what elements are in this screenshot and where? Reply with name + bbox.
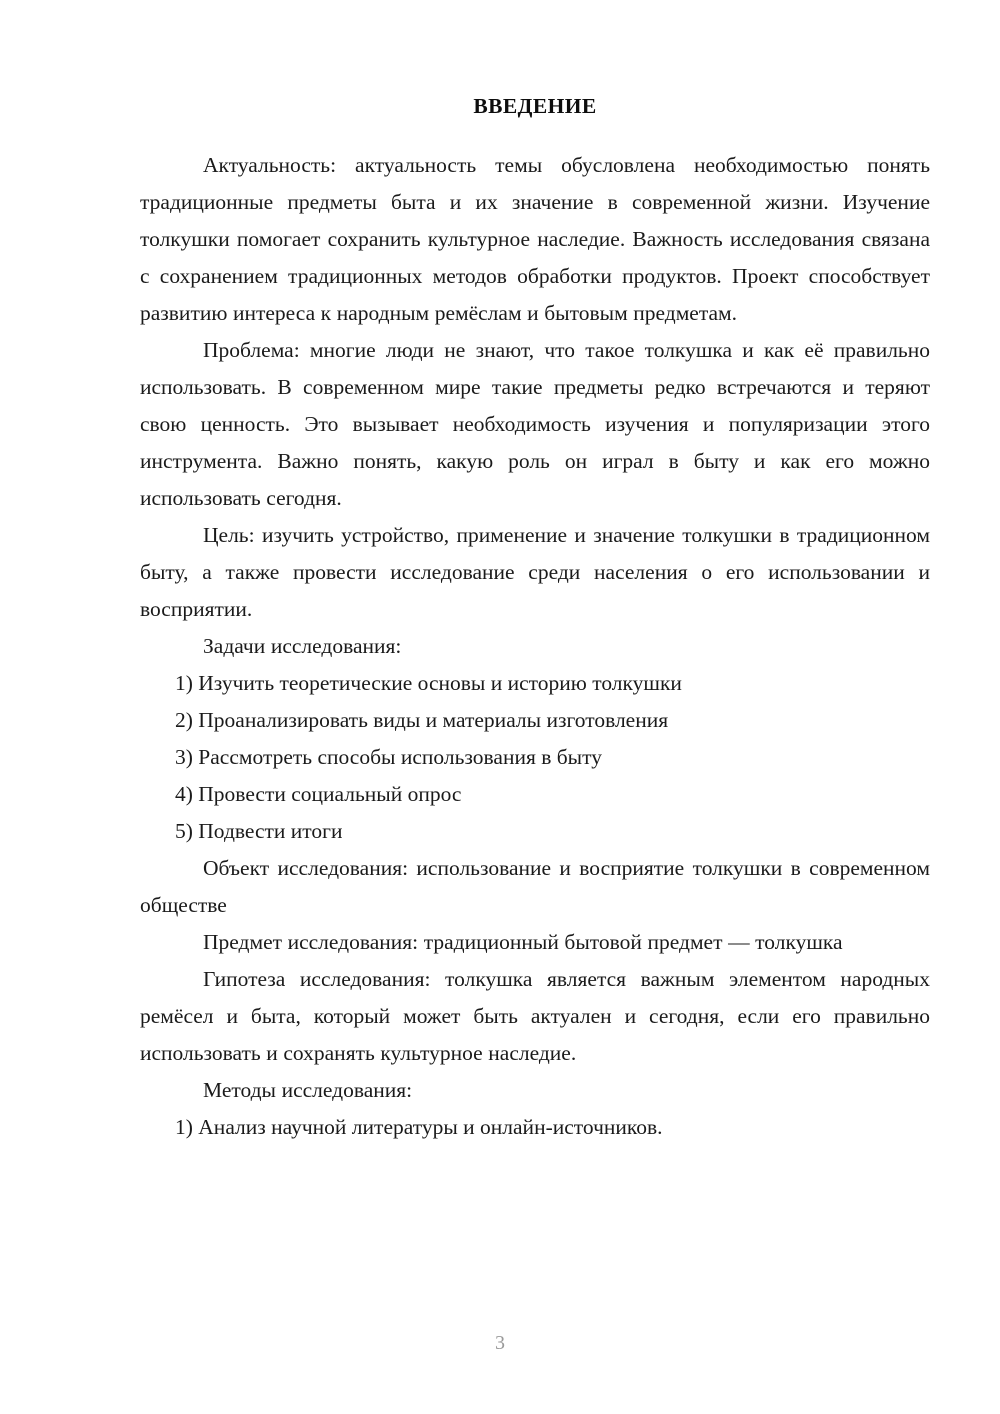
paragraph-goal: Цель: изучить устройство, применение и значение толкушки в традиционном быту, а также провести исследование среди населения о его использовании и восприятии. [140, 523, 930, 621]
methods-heading: Методы исследования: [203, 1078, 413, 1102]
paragraph-problem: Проблема: многие люди не знают, что такое толкушка и как её правильно использовать. В современном мире такие предметы редко встречаются и теряют свою ценность. Это вызывает необходимость изучения и популяризации этого инструмента. Важно понять, какую роль он играл в быту и как его можно использовать сегодня. [140, 338, 930, 510]
page-content [140, 88, 930, 1146]
paragraph-subject: Предмет исследования: традиционный бытовой предмет — толкушка [203, 930, 843, 954]
list-item: 3) Рассмотреть способы использования в быту [175, 745, 602, 769]
list-item: 4) Провести социальный опрос [175, 782, 462, 806]
list-item: 5) Подвести итоги [175, 819, 343, 843]
list-item: 1) Изучить теоретические основы и историю толкушки [175, 671, 682, 695]
paragraph-object: Объект исследования: использование и восприятие толкушки в современном обществе [140, 856, 930, 917]
page-number: 3 [495, 1332, 505, 1354]
paragraph-relevance: Актуальность: актуальность темы обусловлена необходимостью понять традиционные предметы быта и их значение в современной жизни. Изучение толкушки помогает сохранить культурное наследие. Важность исследования связана с сохранением традиционных методов обработки продуктов. Проект способствует развитию интереса к народным ремёслам и бытовым предметам. [140, 153, 930, 325]
tasks-heading: Задачи исследования: [203, 634, 402, 658]
list-item: 1) Анализ научной литературы и онлайн-источников. [175, 1115, 663, 1139]
list-item: 2) Проанализировать виды и материалы изготовления [175, 708, 669, 732]
paragraph-hypothesis: Гипотеза исследования: толкушка является важным элементом народных ремёсел и быта, который может быть актуален и сегодня, если его правильно использовать и сохранять культурное наследие. [140, 967, 930, 1065]
page-title: ВВЕДЕНИЕ [473, 94, 597, 118]
